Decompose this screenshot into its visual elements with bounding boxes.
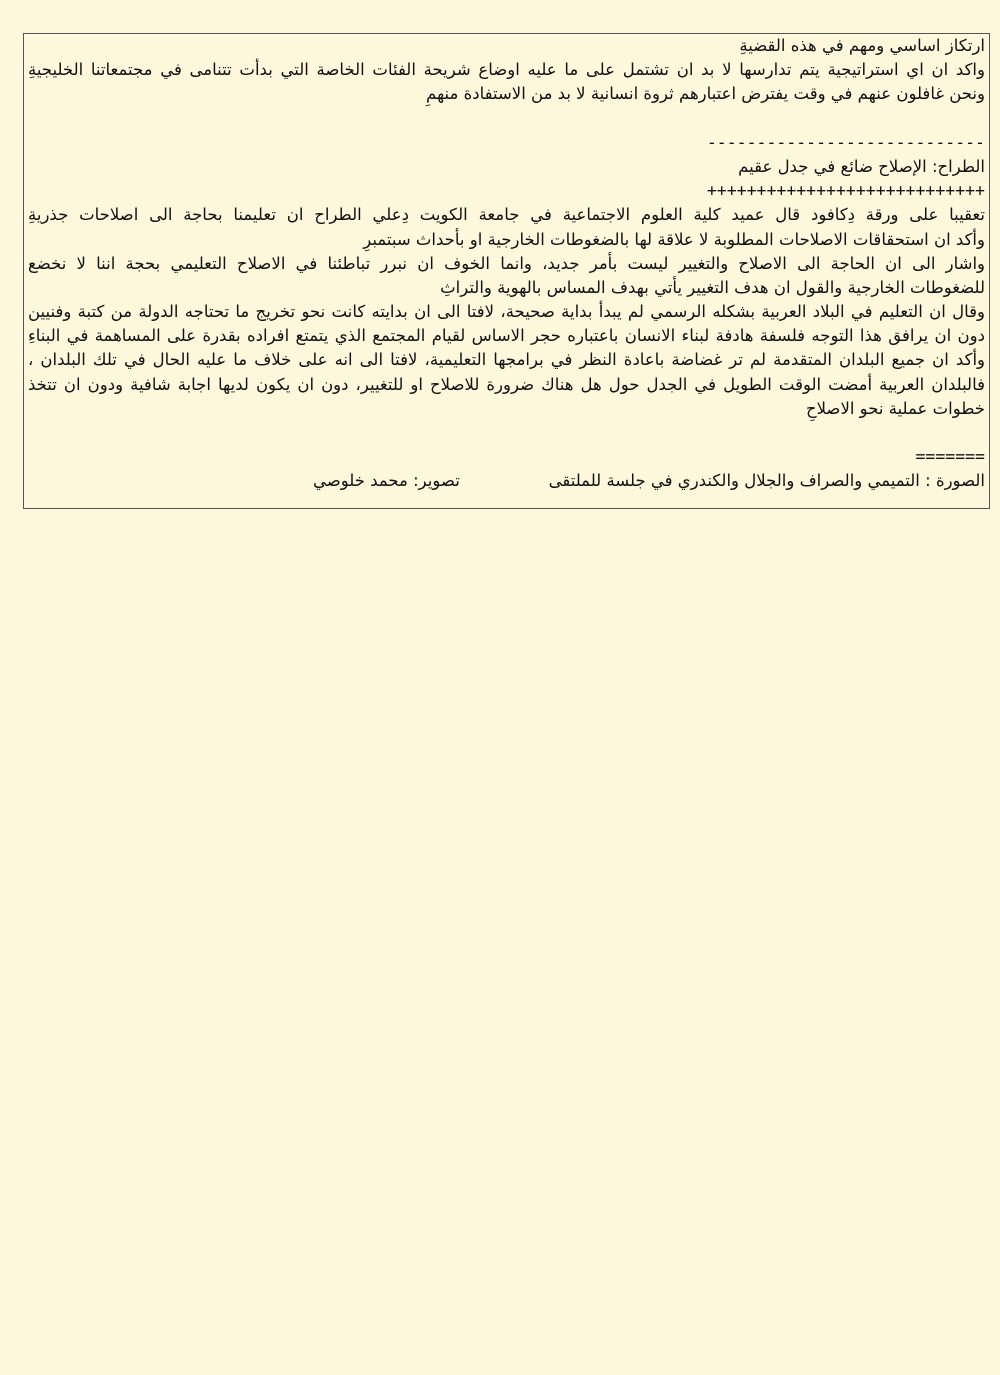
text-line: خطوات عملية نحو الاصلاحِ <box>805 398 985 418</box>
text-line: ارتكاز اساسي ومهم في هذه القضيةِ <box>739 36 985 55</box>
section-heading: الطراح: الإصلاح ضائع في جدل عقيم <box>738 156 985 176</box>
equals-separator: ======= <box>915 447 985 467</box>
photo-caption <box>28 469 985 493</box>
blank-line <box>28 421 985 445</box>
text-line: دون ان يرافق هذا التوجه فلسفة هادفة لبناء الانسان باعتباره حجر الاساس لقيام المجتمع الذي يتمتع افراده بقدرة على المساهمة في البناءِ <box>28 326 985 346</box>
text-line: واشار الى ان الحاجة الى الاصلاح والتغيير ليست بأمر جديد، وانما الخوف ان نبرر تباطئنا في الاصلاح التعليمي بحجة اننا لا نخضع <box>28 253 985 273</box>
text-line: فالبلدان العربية أمضت الوقت الطويل في الجدل حول هل هناك ضرورة للاصلاح او للتغيير، دون ان يكون لديها اجابة شافية ودون ان تتخذ <box>28 374 985 394</box>
photo-credit: تصوير: محمد خلوصي <box>313 471 460 491</box>
caption-text: الصورة : التميمي والصراف والجلال والكندري في جلسة للملتقى <box>548 471 985 491</box>
text-line: واكد ان اي استراتيجية يتم تدارسها لا بد ان تشتمل على ما عليه اوضاع شريحة الفئات الخاصة التي بدأت تتنامى في مجتمعاتنا الخليجيةِ <box>28 60 985 80</box>
text-line: تعقيبا على ورقة دِكافود قال عميد كلية العلوم الاجتماعية في جامعة الكويت دِعلي الطراح ان تعليمنا بحاجة الى اصلاحات جذريةِ <box>28 205 985 225</box>
plus-separator: ++++++++++++++++++++++++++++ <box>706 181 985 201</box>
dash-separator: ---------------------------- <box>706 132 985 152</box>
text-line: ونحن غافلون عنهم في وقت يفترض اعتبارهم ثروة انسانية لا بد من الاستفادة منهمِ <box>425 84 985 104</box>
article-text-box <box>23 33 990 509</box>
text-line: وقال ان التعليم في البلاد العربية بشكله الرسمي لم يبدأ بداية صحيحة، لافتا الى ان بدايته كانت نحو تخريج ما تحتاجه الدولة من كتبة وفنيين <box>28 302 985 322</box>
text-line: وأكد ان جميع البلدان المتقدمة لم تر غضاضة باعادة النظر في برامجها التعليمية، لافتا الى انه على خلاف ما عليه الحال في تلك البلدان ، <box>28 350 985 370</box>
text-line: للضغوطات الخارجية والقول ان هدف التغيير يأتي بهدف المساس بالهوية والتراثِ <box>440 277 985 297</box>
blank-line <box>28 107 985 131</box>
text-line: وأكد ان استحقاقات الاصلاحات المطلوبة لا علاقة لها بالضغوطات الخارجية او بأحداث سبتمبرِ <box>363 229 985 249</box>
